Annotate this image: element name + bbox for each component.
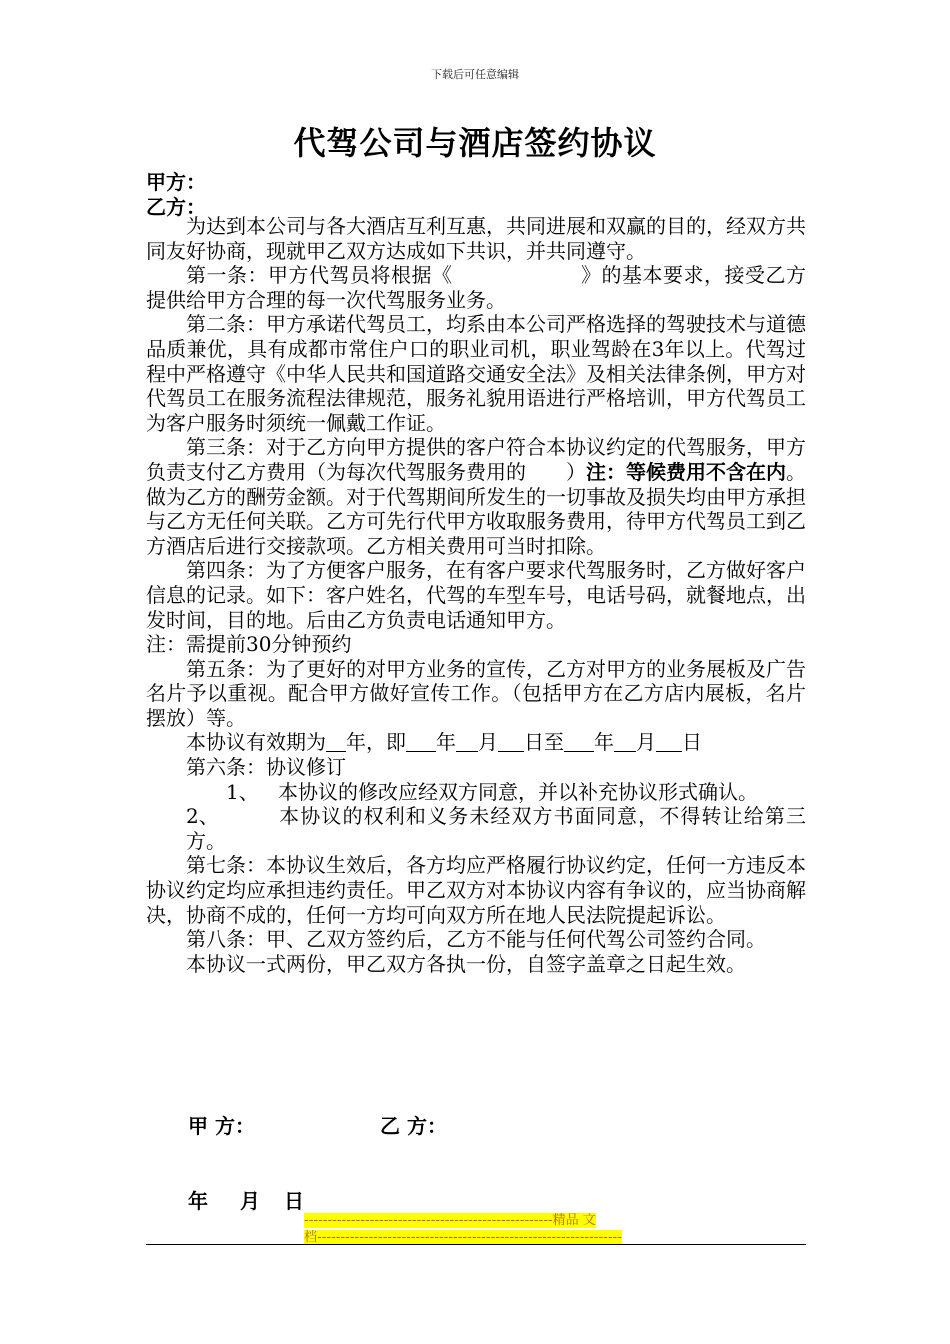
validity-t1: 本协议有效期为 <box>186 730 326 755</box>
watermark-dashes-1: ----------------------------------------------------- <box>304 1213 553 1228</box>
article-6-item-1-text: 本协议的修改应经双方同意，并以补充协议形式确认。 <box>278 779 758 804</box>
watermark-dashes-2: ----------------------------------------------------------------- <box>317 1230 622 1245</box>
validity-blank-start-year <box>406 731 436 752</box>
header-note: 下载后可任意编辑 <box>431 68 519 81</box>
article-5: 第五条：为了更好的对甲方业务的宣传，乙方对甲方的业务展板及广告名片予以重视。配合甲方做好宣传工作。（包括甲方在乙方店内展板，名片摆放）等。 <box>146 656 806 730</box>
article-3 <box>146 435 806 558</box>
validity-blank-end-day <box>656 731 682 752</box>
article-6-item-2-number: 2、 <box>186 804 219 829</box>
validity-t8: 日 <box>682 730 702 755</box>
validity-blank-years <box>326 731 346 752</box>
article-3-text-a: 第三条：对于乙方向甲方提供的客户符合本协议约定的代驾服务，甲方负责支付乙方费用（为每次代驾服务费用的 <box>146 435 806 484</box>
article-3-bold-note: 注：等候费用不含在内 <box>586 459 786 484</box>
signature-party-a: 甲 方： <box>188 1114 255 1138</box>
intro-paragraph: 为达到本公司与各大酒店互利互惠，共同进展和双赢的目的，经双方共同友好协商，现就甲乙双方达成如下共识，并共同遵守。 <box>146 214 806 263</box>
validity-line <box>146 730 806 755</box>
validity-blank-end-year <box>564 731 594 752</box>
validity-t5: 日至 <box>524 730 564 755</box>
article-6: 第六条：协议修订 <box>186 755 346 780</box>
validity-blank-end-month <box>614 731 636 752</box>
validity-blank-start-day <box>498 731 524 752</box>
validity-t7: 月 <box>636 730 656 755</box>
article-6-item-1 <box>146 780 806 805</box>
signature-party-b: 乙 方： <box>380 1114 447 1138</box>
article-2: 第二条：甲方承诺代驾员工，均系由本公司严格选择的驾驶技术与道德品质兼优，具有成都市常住户口的职业司机，职业驾龄在3年以上。代驾过程中严格遵守《中华人民共和国道路交通安全法》及相关法律条例，甲方对代驾员工在服务流程法律规范，服务礼貌用语进行严格培训，甲方代驾员工为客户服务时须统一佩戴工作证。 <box>146 312 806 435</box>
date-year: 年 <box>188 1189 208 1213</box>
article-1-text-b: 》的基本要求，接受乙方提供给甲方合理的每一次代驾服务业务。 <box>146 263 806 312</box>
agreement-body <box>146 214 806 976</box>
validity-t2: 年，即 <box>346 730 406 755</box>
article-8: 第八条：甲、乙双方签约后，乙方不能与任何代驾公司签约合同。 <box>186 927 766 952</box>
date-month: 月 <box>240 1189 260 1213</box>
date-row <box>188 1185 304 1214</box>
date-day: 日 <box>284 1189 304 1213</box>
article-3-text-c: 。做为乙方的酬劳金额。对于代驾期间所发生的一切事故及损失均由甲方承担与乙方无任何关联。乙方可先行代甲方收取服务费用，待甲方代驾员工到乙方酒店后进行交接款项。乙方相关费用可当时扣除。 <box>146 459 806 558</box>
watermark-text-2: 档 <box>304 1230 318 1245</box>
footer-watermark <box>304 1212 648 1246</box>
validity-blank-start-month <box>456 731 478 752</box>
validity-t4: 月 <box>478 730 498 755</box>
party-a-label: 甲方： <box>146 170 206 194</box>
article-4-note: 注：需提前30分钟预约 <box>146 632 352 657</box>
article-1 <box>146 263 806 312</box>
article-3-text-b: ） <box>566 459 586 484</box>
validity-t3: 年 <box>436 730 456 755</box>
party-b-label: 乙方： <box>146 195 206 219</box>
article-4: 第四条：为了方便客户服务，在有客户要求代驾服务时，乙方做好客户信息的记录。如下：客户姓名，代驾的车型车号，电话号码，就餐地点，出发时间，目的地。后由乙方负责电话通知甲方。 <box>146 558 806 632</box>
article-6-item-2 <box>146 804 806 853</box>
closing-paragraph: 本协议一式两份，甲乙双方各执一份，自签字盖章之日起生效。 <box>186 951 746 976</box>
article-7: 第七条：本协议生效后，各方均应严格履行协议约定，任何一方违反本协议约定均应承担违约责任。甲乙双方对本协议内容有争议的，应当协商解决，协商不成的，任何一方均可向双方所在地人民法院提起诉讼。 <box>146 853 806 927</box>
signature-row <box>188 1110 788 1139</box>
article-1-text-a: 第一条：甲方代驾员将根据《 <box>186 263 453 288</box>
watermark-text-1: 精品 文 <box>552 1213 596 1228</box>
validity-t6: 年 <box>594 730 614 755</box>
article-6-item-1-number: 1、 <box>226 779 259 804</box>
document-title: 代驾公司与酒店签约协议 <box>293 124 657 162</box>
bottom-divider <box>146 1244 806 1245</box>
article-6-item-2-text: 本协议的权利和义务未经双方书面同意，不得转让给第三方。 <box>186 804 806 853</box>
